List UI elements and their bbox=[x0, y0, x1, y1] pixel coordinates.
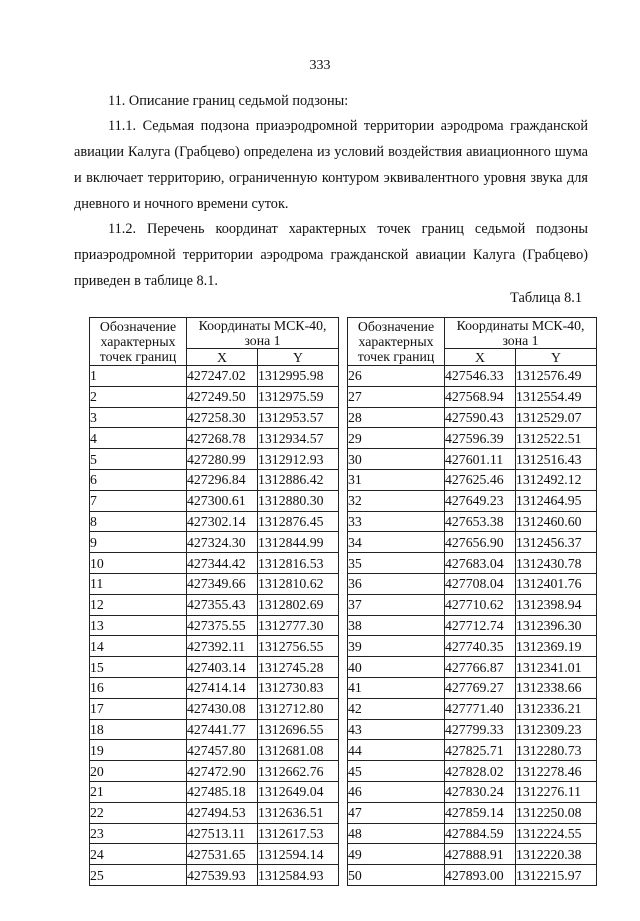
point-number: 19 bbox=[90, 740, 187, 761]
point-number: 41 bbox=[348, 677, 445, 698]
table-row bbox=[348, 719, 597, 740]
table-row bbox=[348, 740, 597, 761]
coord-x: 427893.00 bbox=[445, 865, 516, 886]
coord-y: 1312617.53 bbox=[258, 823, 339, 844]
table-row bbox=[348, 366, 597, 387]
table-row bbox=[348, 844, 597, 865]
coords-group-header: Координаты МСК-40, зона 1 bbox=[187, 318, 339, 349]
table-row bbox=[90, 511, 339, 532]
coord-y: 1312522.51 bbox=[516, 428, 597, 449]
point-number: 30 bbox=[348, 449, 445, 470]
point-number: 25 bbox=[90, 865, 187, 886]
point-number: 1 bbox=[90, 366, 187, 387]
point-number: 26 bbox=[348, 366, 445, 387]
x-column-header: X bbox=[445, 349, 516, 366]
coord-x: 427568.94 bbox=[445, 386, 516, 407]
point-number: 40 bbox=[348, 657, 445, 678]
coord-y: 1312396.30 bbox=[516, 615, 597, 636]
point-number: 47 bbox=[348, 802, 445, 823]
coord-y: 1312336.21 bbox=[516, 698, 597, 719]
coord-x: 427596.39 bbox=[445, 428, 516, 449]
table-row bbox=[90, 490, 339, 511]
point-number: 29 bbox=[348, 428, 445, 449]
table-row bbox=[348, 532, 597, 553]
table-row bbox=[348, 469, 597, 490]
point-number: 20 bbox=[90, 761, 187, 782]
table-row bbox=[90, 386, 339, 407]
point-number: 28 bbox=[348, 407, 445, 428]
point-number: 4 bbox=[90, 428, 187, 449]
coord-x: 427625.46 bbox=[445, 469, 516, 490]
point-number: 27 bbox=[348, 386, 445, 407]
table-row bbox=[90, 449, 339, 470]
point-number: 31 bbox=[348, 469, 445, 490]
coord-x: 427414.14 bbox=[187, 677, 258, 698]
coord-x: 427457.80 bbox=[187, 740, 258, 761]
table-row bbox=[90, 844, 339, 865]
coord-x: 427825.71 bbox=[445, 740, 516, 761]
coord-x: 427708.04 bbox=[445, 573, 516, 594]
points-column-header: Обозначение характерных точек границ bbox=[90, 318, 187, 366]
table-row bbox=[90, 761, 339, 782]
coord-y: 1312250.08 bbox=[516, 802, 597, 823]
table-row bbox=[348, 636, 597, 657]
coord-y: 1312398.94 bbox=[516, 594, 597, 615]
table-row bbox=[90, 407, 339, 428]
coord-y: 1312456.37 bbox=[516, 532, 597, 553]
table-row bbox=[90, 532, 339, 553]
coord-x: 427302.14 bbox=[187, 511, 258, 532]
coord-x: 427268.78 bbox=[187, 428, 258, 449]
coord-y: 1312662.76 bbox=[258, 761, 339, 782]
coordinates-table-right bbox=[347, 317, 597, 886]
coord-y: 1312681.08 bbox=[258, 740, 339, 761]
coord-y: 1312492.12 bbox=[516, 469, 597, 490]
point-number: 13 bbox=[90, 615, 187, 636]
paragraph-coordinates-intro: 11.2. Перечень координат характерных точек границ седьмой подзоны приаэродромной территории аэродрома гражданской авиации Калуга (Грабцево) приведен в таблице 8.1. bbox=[74, 221, 588, 289]
point-number: 45 bbox=[348, 761, 445, 782]
point-number: 38 bbox=[348, 615, 445, 636]
coord-y: 1312712.80 bbox=[258, 698, 339, 719]
table-row bbox=[348, 823, 597, 844]
coord-x: 427712.74 bbox=[445, 615, 516, 636]
y-column-header: Y bbox=[258, 349, 339, 366]
point-number: 7 bbox=[90, 490, 187, 511]
point-number: 21 bbox=[90, 781, 187, 802]
table-row bbox=[348, 677, 597, 698]
coord-x: 427296.84 bbox=[187, 469, 258, 490]
coord-y: 1312309.23 bbox=[516, 719, 597, 740]
coords-group-header: Координаты МСК-40, зона 1 bbox=[445, 318, 597, 349]
points-column-header: Обозначение характерных точек границ bbox=[348, 318, 445, 366]
coord-x: 427740.35 bbox=[445, 636, 516, 657]
table-row bbox=[90, 677, 339, 698]
x-column-header: X bbox=[187, 349, 258, 366]
coord-y: 1312912.93 bbox=[258, 449, 339, 470]
point-number: 17 bbox=[90, 698, 187, 719]
table-row bbox=[348, 428, 597, 449]
table-body-left bbox=[90, 366, 339, 886]
coord-x: 427601.11 bbox=[445, 449, 516, 470]
coord-x: 427430.08 bbox=[187, 698, 258, 719]
point-number: 34 bbox=[348, 532, 445, 553]
table-row bbox=[348, 573, 597, 594]
point-number: 15 bbox=[90, 657, 187, 678]
table-body-right bbox=[348, 366, 597, 886]
point-number: 32 bbox=[348, 490, 445, 511]
table-row bbox=[90, 366, 339, 387]
table-row bbox=[90, 865, 339, 886]
coord-y: 1312995.98 bbox=[258, 366, 339, 387]
table-row bbox=[348, 761, 597, 782]
y-column-header: Y bbox=[516, 349, 597, 366]
point-number: 50 bbox=[348, 865, 445, 886]
coord-y: 1312886.42 bbox=[258, 469, 339, 490]
coord-y: 1312730.83 bbox=[258, 677, 339, 698]
point-number: 46 bbox=[348, 781, 445, 802]
point-number: 43 bbox=[348, 719, 445, 740]
point-number: 35 bbox=[348, 553, 445, 574]
point-number: 37 bbox=[348, 594, 445, 615]
paragraph-description: 11.1. Седьмая подзона приаэродромной территории аэродрома гражданской авиации Калуга (Грабцево) определена из условий воздействия авиационного шума и включает территорию, ограниченную контуром эквивалентного уровня звука для дневного и ночного времени суток. bbox=[74, 118, 588, 212]
point-number: 39 bbox=[348, 636, 445, 657]
coord-x: 427649.23 bbox=[445, 490, 516, 511]
table-row bbox=[90, 469, 339, 490]
coord-y: 1312276.11 bbox=[516, 781, 597, 802]
table-row bbox=[90, 740, 339, 761]
coord-x: 427349.66 bbox=[187, 573, 258, 594]
coord-y: 1312816.53 bbox=[258, 553, 339, 574]
point-number: 42 bbox=[348, 698, 445, 719]
coord-x: 427403.14 bbox=[187, 657, 258, 678]
coord-x: 427539.93 bbox=[187, 865, 258, 886]
table-row bbox=[348, 615, 597, 636]
page-number: 333 bbox=[309, 58, 331, 73]
coord-y: 1312341.01 bbox=[516, 657, 597, 678]
point-number: 36 bbox=[348, 573, 445, 594]
table-row bbox=[348, 386, 597, 407]
coord-y: 1312934.57 bbox=[258, 428, 339, 449]
coord-x: 427546.33 bbox=[445, 366, 516, 387]
coord-x: 427656.90 bbox=[445, 532, 516, 553]
coord-x: 427766.87 bbox=[445, 657, 516, 678]
table-row bbox=[348, 407, 597, 428]
coord-x: 427888.91 bbox=[445, 844, 516, 865]
point-number: 10 bbox=[90, 553, 187, 574]
coord-x: 427392.11 bbox=[187, 636, 258, 657]
table-caption: Таблица 8.1 bbox=[510, 290, 582, 306]
coordinates-table-left bbox=[89, 317, 339, 886]
section-heading: 11. Описание границ седьмой подзоны: bbox=[108, 93, 349, 109]
point-number: 11 bbox=[90, 573, 187, 594]
coord-x: 427859.14 bbox=[445, 802, 516, 823]
coord-x: 427771.40 bbox=[445, 698, 516, 719]
coord-y: 1312215.97 bbox=[516, 865, 597, 886]
point-number: 5 bbox=[90, 449, 187, 470]
point-number: 33 bbox=[348, 511, 445, 532]
coord-y: 1312696.55 bbox=[258, 719, 339, 740]
table-row bbox=[348, 865, 597, 886]
table-row bbox=[90, 573, 339, 594]
coord-x: 427472.90 bbox=[187, 761, 258, 782]
point-number: 18 bbox=[90, 719, 187, 740]
coord-y: 1312529.07 bbox=[516, 407, 597, 428]
coord-x: 427513.11 bbox=[187, 823, 258, 844]
coord-y: 1312953.57 bbox=[258, 407, 339, 428]
table-row bbox=[348, 802, 597, 823]
coord-x: 427485.18 bbox=[187, 781, 258, 802]
table-row bbox=[90, 802, 339, 823]
coord-x: 427324.30 bbox=[187, 532, 258, 553]
coord-y: 1312460.60 bbox=[516, 511, 597, 532]
coord-x: 427884.59 bbox=[445, 823, 516, 844]
table-row bbox=[348, 698, 597, 719]
table-row bbox=[90, 615, 339, 636]
coord-x: 427355.43 bbox=[187, 594, 258, 615]
coord-y: 1312594.14 bbox=[258, 844, 339, 865]
coord-y: 1312369.19 bbox=[516, 636, 597, 657]
coord-y: 1312649.04 bbox=[258, 781, 339, 802]
table-row bbox=[90, 781, 339, 802]
table-row bbox=[348, 594, 597, 615]
coord-x: 427799.33 bbox=[445, 719, 516, 740]
point-number: 22 bbox=[90, 802, 187, 823]
table-row bbox=[348, 449, 597, 470]
coord-x: 427828.02 bbox=[445, 761, 516, 782]
coord-x: 427375.55 bbox=[187, 615, 258, 636]
coord-y: 1312278.46 bbox=[516, 761, 597, 782]
coord-x: 427300.61 bbox=[187, 490, 258, 511]
coord-x: 427280.99 bbox=[187, 449, 258, 470]
coord-y: 1312844.99 bbox=[258, 532, 339, 553]
point-number: 14 bbox=[90, 636, 187, 657]
point-number: 6 bbox=[90, 469, 187, 490]
coord-y: 1312576.49 bbox=[516, 366, 597, 387]
point-number: 48 bbox=[348, 823, 445, 844]
table-row bbox=[90, 823, 339, 844]
coord-x: 427247.02 bbox=[187, 366, 258, 387]
point-number: 2 bbox=[90, 386, 187, 407]
coord-y: 1312802.69 bbox=[258, 594, 339, 615]
coord-x: 427258.30 bbox=[187, 407, 258, 428]
point-number: 24 bbox=[90, 844, 187, 865]
coord-x: 427653.38 bbox=[445, 511, 516, 532]
coord-y: 1312224.55 bbox=[516, 823, 597, 844]
coord-x: 427683.04 bbox=[445, 553, 516, 574]
coord-y: 1312777.30 bbox=[258, 615, 339, 636]
table-row bbox=[90, 719, 339, 740]
coord-y: 1312745.28 bbox=[258, 657, 339, 678]
point-number: 8 bbox=[90, 511, 187, 532]
table-row bbox=[90, 636, 339, 657]
table-row bbox=[90, 594, 339, 615]
point-number: 49 bbox=[348, 844, 445, 865]
point-number: 3 bbox=[90, 407, 187, 428]
coord-y: 1312975.59 bbox=[258, 386, 339, 407]
coord-y: 1312220.38 bbox=[516, 844, 597, 865]
coord-y: 1312810.62 bbox=[258, 573, 339, 594]
coord-x: 427531.65 bbox=[187, 844, 258, 865]
coord-y: 1312636.51 bbox=[258, 802, 339, 823]
coord-y: 1312430.78 bbox=[516, 553, 597, 574]
coord-x: 427344.42 bbox=[187, 553, 258, 574]
table-row bbox=[90, 428, 339, 449]
coord-y: 1312584.93 bbox=[258, 865, 339, 886]
coord-y: 1312338.66 bbox=[516, 677, 597, 698]
point-number: 23 bbox=[90, 823, 187, 844]
coord-x: 427710.62 bbox=[445, 594, 516, 615]
table-row bbox=[348, 781, 597, 802]
coord-x: 427441.77 bbox=[187, 719, 258, 740]
point-number: 44 bbox=[348, 740, 445, 761]
table-row bbox=[348, 657, 597, 678]
coord-x: 427249.50 bbox=[187, 386, 258, 407]
coord-y: 1312280.73 bbox=[516, 740, 597, 761]
coord-x: 427769.27 bbox=[445, 677, 516, 698]
coord-y: 1312401.76 bbox=[516, 573, 597, 594]
table-row bbox=[348, 511, 597, 532]
coord-x: 427590.43 bbox=[445, 407, 516, 428]
coord-y: 1312876.45 bbox=[258, 511, 339, 532]
point-number: 16 bbox=[90, 677, 187, 698]
coord-y: 1312880.30 bbox=[258, 490, 339, 511]
table-row bbox=[348, 490, 597, 511]
table-row bbox=[348, 553, 597, 574]
coord-y: 1312464.95 bbox=[516, 490, 597, 511]
coord-x: 427494.53 bbox=[187, 802, 258, 823]
point-number: 9 bbox=[90, 532, 187, 553]
table-row bbox=[90, 553, 339, 574]
coord-y: 1312756.55 bbox=[258, 636, 339, 657]
table-row bbox=[90, 698, 339, 719]
coord-x: 427830.24 bbox=[445, 781, 516, 802]
coord-y: 1312516.43 bbox=[516, 449, 597, 470]
point-number: 12 bbox=[90, 594, 187, 615]
coord-y: 1312554.49 bbox=[516, 386, 597, 407]
table-row bbox=[90, 657, 339, 678]
